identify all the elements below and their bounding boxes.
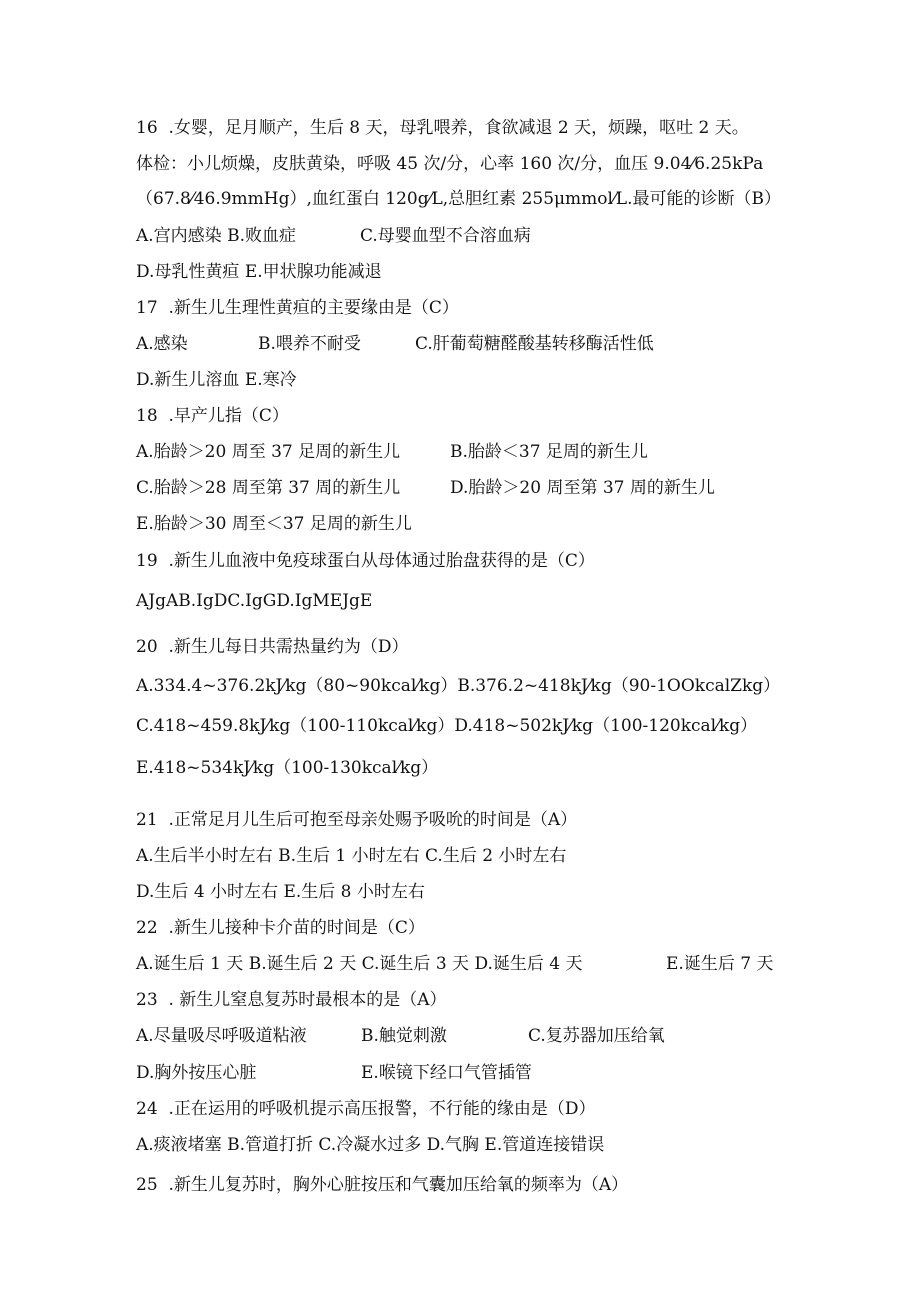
option-group: B.触觉刺激 <box>361 1026 447 1046</box>
question-23-stem <box>136 989 447 1011</box>
question-number: 18 <box>136 406 158 426</box>
question-19-options-row-1: AJgAB.IgDC.IgGD.IgMEJgE <box>136 591 373 611</box>
question-21-stem <box>136 809 577 831</box>
question-text: .新生儿血液中免疫球蛋白从母体通过胎盘获得的是（C） <box>168 551 595 571</box>
question-18-options-row-2 <box>136 477 715 499</box>
question-number: 23 <box>136 990 158 1010</box>
question-16-stem <box>136 117 749 139</box>
question-text: .新生儿接种卡介苗的时间是（C） <box>168 918 425 938</box>
question-text: .正常足月儿生后可抱至母亲处赐予吸吮的时间是（A） <box>168 810 578 830</box>
question-25-stem <box>136 1174 628 1196</box>
option-group: B.喂养不耐受 <box>258 334 361 354</box>
question-16-options-row-1 <box>136 225 531 247</box>
question-24-stem <box>136 1098 596 1120</box>
question-22-stem <box>136 917 425 939</box>
question-16-stem-line-2: 体检：小儿烦燥，皮肤黄染，呼吸 45 次/分，心率 160 次/分，血压 9.04⁄6.25kPa <box>136 154 764 174</box>
question-20-options-row-2: C.418~459.8kJ⁄kg（100-110kcal⁄kg）D.418~502kJ⁄kg（100-120kcal⁄kg） <box>136 716 758 736</box>
question-23-options-row-2 <box>136 1062 532 1084</box>
question-number: 17 <box>136 298 158 318</box>
question-19-stem <box>136 550 595 572</box>
question-17-options-row-1 <box>136 333 654 355</box>
question-18-stem <box>136 405 289 427</box>
option-group: C.胎龄＞28 周至第 37 周的新生儿 <box>136 478 401 498</box>
question-20-stem <box>136 636 409 658</box>
option-group: A.感染 <box>136 334 188 354</box>
option-group: A.尽量吸尽呼吸道粘液 <box>136 1026 307 1046</box>
option-group: A.胎龄＞20 周至 37 足周的新生儿 <box>136 442 401 462</box>
question-18-options-row-3: E.胎龄＞30 周至＜37 足周的新生儿 <box>136 514 412 534</box>
question-17-stem <box>136 297 459 319</box>
question-text: .新生儿每日共需热量约为（D） <box>168 637 409 657</box>
question-23-options-row-1 <box>136 1025 665 1047</box>
option-group: E.诞生后 7 天 <box>666 954 774 974</box>
question-text: . 新生儿窒息复苏时最根本的是（A） <box>168 990 447 1010</box>
question-text: .女婴，足月顺产，生后 8 天，母乳喂养，食欲减退 2 天，烦躁，呕吐 2 天。 <box>168 118 749 138</box>
option-group: D.胎龄＞20 周至第 37 周的新生儿 <box>450 478 715 498</box>
question-number: 24 <box>136 1099 158 1119</box>
question-number: 21 <box>136 810 158 830</box>
question-16-options-row-2: D.母乳性黄疸 E.甲状腺功能减退 <box>136 262 382 282</box>
question-22-options-row-1 <box>136 953 774 975</box>
option-group: A.诞生后 1 天 B.诞生后 2 天 C.诞生后 3 天 D.诞生后 4 天 <box>136 954 583 974</box>
option-group: C.母婴血型不合溶血病 <box>360 226 531 246</box>
question-16-stem-line-3: （67.8⁄46.9mmHg）,血红蛋白 120g⁄L,总胆红素 255μmmol⁄L.最可能的诊断（B） <box>136 189 781 209</box>
question-number: 16 <box>136 118 158 138</box>
question-17-options-row-2: D.新生儿溶血 E.寒冷 <box>136 370 297 390</box>
option-group: C.复苏器加压给氧 <box>528 1026 665 1046</box>
question-number: 25 <box>136 1175 158 1195</box>
question-24-options-row-1: A.痰液堵塞 B.管道打折 C.冷凝水过多 D.气胸 E.管道连接错误 <box>136 1135 605 1155</box>
option-group: B.胎龄＜37 足周的新生儿 <box>450 442 648 462</box>
question-21-options-row-2: D.生后 4 小时左右 E.生后 8 小时左右 <box>136 882 425 902</box>
question-number: 19 <box>136 551 158 571</box>
question-number: 22 <box>136 918 158 938</box>
question-20-options-row-3: E.418~534kJ⁄kg（100-130kcal⁄kg） <box>136 758 439 778</box>
option-group: E.喉镜下经口气管插管 <box>361 1063 532 1083</box>
question-21-options-row-1: A.生后半小时左右 B.生后 1 小时左右 C.生后 2 小时左右 <box>136 846 567 866</box>
option-group: A.宫内感染 B.败血症 <box>136 226 296 246</box>
question-18-options-row-1 <box>136 441 648 463</box>
question-20-options-row-1: A.334.4~376.2kJ⁄kg（80~90kcal⁄kg）B.376.2~418kJ⁄kg（90-1OOkcalZkg） <box>136 676 781 696</box>
question-text: .新生儿复苏时，胸外心脏按压和气囊加压给氧的频率为（A） <box>168 1175 629 1195</box>
question-text: .正在运用的呼吸机提示高压报警，不行能的缘由是（D） <box>168 1099 596 1119</box>
question-text: .新生儿生理性黄疸的主要缘由是（C） <box>168 298 459 318</box>
option-group: C.肝葡萄糖醛酸基转移酶活性低 <box>415 334 654 354</box>
question-text: .早产儿指（C） <box>168 406 289 426</box>
question-number: 20 <box>136 637 158 657</box>
option-group: D.胸外按压心脏 <box>136 1063 257 1083</box>
